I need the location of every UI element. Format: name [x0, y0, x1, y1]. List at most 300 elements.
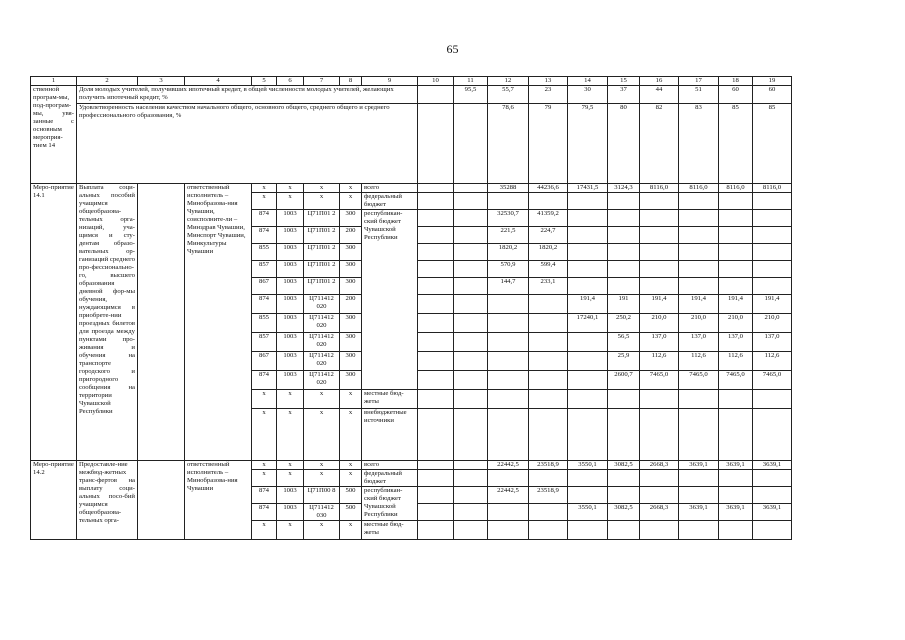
value-cell	[418, 210, 454, 227]
target-cell	[418, 86, 454, 104]
value-cell	[679, 521, 719, 540]
value-cell: 210,0	[640, 314, 679, 333]
target-value: 60	[753, 86, 792, 104]
value-cell	[608, 487, 640, 504]
cell-grbs: x	[252, 470, 277, 487]
value-cell	[753, 261, 792, 278]
value-cell	[488, 470, 529, 487]
header-cell: 16	[640, 77, 679, 86]
value-cell	[488, 504, 529, 521]
value-cell: 23518,9	[529, 487, 568, 504]
value-cell: 3639,1	[753, 504, 792, 521]
value-cell	[679, 409, 719, 461]
target-row	[31, 86, 792, 104]
value-cell	[608, 521, 640, 540]
value-cell	[418, 521, 454, 540]
value-cell	[719, 521, 753, 540]
value-cell	[454, 261, 488, 278]
value-cell	[753, 409, 792, 461]
cell-csr: Ц71П01 2	[304, 244, 340, 261]
cell-vr: 300	[340, 333, 362, 352]
value-cell	[488, 295, 529, 314]
value-cell	[418, 333, 454, 352]
target-value: 37	[608, 86, 640, 104]
source-cell: всего	[362, 461, 418, 470]
data-row	[31, 461, 792, 470]
cell-rzpr: 1003	[277, 278, 304, 295]
cell-vr: 300	[340, 210, 362, 227]
cell-vr: 200	[340, 295, 362, 314]
value-cell	[454, 504, 488, 521]
value-cell	[529, 333, 568, 352]
cell-rzpr: 1003	[277, 295, 304, 314]
value-cell: 56,5	[608, 333, 640, 352]
value-cell: 210,0	[679, 314, 719, 333]
cell-csr: Ц711412 020	[304, 371, 340, 390]
cell-grbs: x	[252, 193, 277, 210]
target-value: 85	[719, 104, 753, 184]
value-cell: 144,7	[488, 278, 529, 295]
value-cell: 22442,5	[488, 487, 529, 504]
value-cell: 191,4	[753, 295, 792, 314]
value-cell	[454, 184, 488, 193]
value-cell	[529, 371, 568, 390]
value-cell	[454, 210, 488, 227]
value-cell	[608, 409, 640, 461]
value-cell	[454, 295, 488, 314]
value-cell: 25,9	[608, 352, 640, 371]
source-cell: федеральный бюджет	[362, 470, 418, 487]
header-cell: 14	[568, 77, 608, 86]
program-table	[30, 76, 792, 540]
target-cell	[418, 104, 454, 184]
value-cell	[488, 333, 529, 352]
target-value: 23	[529, 86, 568, 104]
value-cell: 3639,1	[679, 504, 719, 521]
value-cell: 112,6	[679, 352, 719, 371]
target-value: 82	[640, 104, 679, 184]
value-cell	[608, 470, 640, 487]
value-cell	[608, 278, 640, 295]
value-cell: 191,4	[719, 295, 753, 314]
value-cell: 8116,0	[753, 184, 792, 193]
cell-rzpr: x	[277, 470, 304, 487]
target-value: 95,5	[454, 86, 488, 104]
cell-csr: Ц711412 020	[304, 295, 340, 314]
value-cell	[608, 390, 640, 409]
target-value: 60	[719, 86, 753, 104]
value-cell	[719, 193, 753, 210]
cell-csr: x	[304, 470, 340, 487]
cell-grbs: 855	[252, 314, 277, 333]
cell-grbs: x	[252, 184, 277, 193]
value-cell: 3082,5	[608, 461, 640, 470]
cell-csr: Ц711412 020	[304, 314, 340, 333]
cell-rzpr: 1003	[277, 352, 304, 371]
cell-vr: x	[340, 461, 362, 470]
header-cell: 9	[362, 77, 418, 86]
value-cell	[753, 193, 792, 210]
measure-empty	[138, 184, 185, 461]
cell-grbs: 874	[252, 371, 277, 390]
value-cell: 7465,0	[719, 371, 753, 390]
target-value: 79	[529, 104, 568, 184]
header-cell: 1	[31, 77, 77, 86]
cell-grbs: 874	[252, 504, 277, 521]
value-cell	[608, 193, 640, 210]
value-cell	[640, 193, 679, 210]
value-cell	[640, 244, 679, 261]
value-cell	[679, 278, 719, 295]
cell-vr: 300	[340, 261, 362, 278]
cell-grbs: 857	[252, 333, 277, 352]
value-cell	[418, 504, 454, 521]
cell-rzpr: 1003	[277, 487, 304, 504]
value-cell	[418, 184, 454, 193]
target-value: 83	[679, 104, 719, 184]
value-cell	[529, 314, 568, 333]
measure-resp: ответственный исполнитель – Минобразова-ния Чувашии	[185, 461, 252, 540]
value-cell	[418, 390, 454, 409]
value-cell: 210,0	[753, 314, 792, 333]
cell-csr: x	[304, 184, 340, 193]
cell-vr: 300	[340, 244, 362, 261]
value-cell	[529, 470, 568, 487]
value-cell	[719, 470, 753, 487]
value-cell	[719, 278, 753, 295]
value-cell	[753, 210, 792, 227]
value-cell	[454, 244, 488, 261]
value-cell: 8116,0	[679, 184, 719, 193]
value-cell: 137,0	[679, 333, 719, 352]
cell-rzpr: 1003	[277, 504, 304, 521]
value-cell	[418, 278, 454, 295]
value-cell	[679, 390, 719, 409]
cell-rzpr: 1003	[277, 333, 304, 352]
value-cell: 1820,2	[529, 244, 568, 261]
value-cell	[640, 227, 679, 244]
cell-csr: Ц71П01 2	[304, 227, 340, 244]
value-cell: 210,0	[719, 314, 753, 333]
value-cell	[679, 227, 719, 244]
cell-rzpr: x	[277, 409, 304, 461]
header-cell: 13	[529, 77, 568, 86]
value-cell	[568, 487, 608, 504]
value-cell	[719, 244, 753, 261]
source-cell: местные бюд-жеты	[362, 390, 418, 409]
value-cell: 112,6	[719, 352, 753, 371]
cell-vr: 500	[340, 487, 362, 504]
value-cell	[488, 521, 529, 540]
value-cell	[608, 227, 640, 244]
value-cell	[753, 487, 792, 504]
value-cell: 224,7	[529, 227, 568, 244]
cell-csr: Ц71П01 2	[304, 261, 340, 278]
cell-grbs: x	[252, 461, 277, 470]
cell-rzpr: x	[277, 390, 304, 409]
value-cell	[640, 409, 679, 461]
value-cell	[640, 261, 679, 278]
page-number: 65	[446, 42, 459, 56]
cell-rzpr: 1003	[277, 210, 304, 227]
cell-grbs: 874	[252, 487, 277, 504]
header-cell: 12	[488, 77, 529, 86]
value-cell: 3639,1	[719, 461, 753, 470]
value-cell: 3639,1	[679, 461, 719, 470]
value-cell	[568, 210, 608, 227]
cell-vr: 500	[340, 504, 362, 521]
target-value: 30	[568, 86, 608, 104]
value-cell: 191	[608, 295, 640, 314]
header-cell: 4	[185, 77, 252, 86]
cell-csr: x	[304, 193, 340, 210]
target-value: 80	[608, 104, 640, 184]
cell-csr: Ц711412 020	[304, 333, 340, 352]
value-cell	[488, 390, 529, 409]
value-cell: 17431,5	[568, 184, 608, 193]
value-cell	[679, 210, 719, 227]
value-cell	[454, 278, 488, 295]
value-cell	[529, 521, 568, 540]
header-cell: 11	[454, 77, 488, 86]
value-cell: 44236,6	[529, 184, 568, 193]
value-cell	[568, 371, 608, 390]
value-cell	[418, 314, 454, 333]
source-cell: федеральный бюджет	[362, 193, 418, 210]
value-cell	[568, 278, 608, 295]
value-cell	[418, 261, 454, 278]
cell-rzpr: x	[277, 184, 304, 193]
value-cell	[418, 352, 454, 371]
data-row	[31, 184, 792, 193]
cell-grbs: x	[252, 390, 277, 409]
cell-csr: x	[304, 390, 340, 409]
value-cell	[640, 470, 679, 487]
target-text: Удовлетворенность населения качеством начального общего, основного общего, среднего общего и среднего профессионального образования, %	[77, 104, 418, 184]
cell-vr: 300	[340, 371, 362, 390]
value-cell	[488, 409, 529, 461]
target-value: 79,5	[568, 104, 608, 184]
cell-grbs: 855	[252, 244, 277, 261]
value-cell: 250,2	[608, 314, 640, 333]
value-cell	[529, 193, 568, 210]
value-cell	[529, 295, 568, 314]
target-value: 78,6	[488, 104, 529, 184]
cell-grbs: 867	[252, 352, 277, 371]
value-cell	[568, 333, 608, 352]
value-cell: 112,6	[753, 352, 792, 371]
value-cell: 22442,5	[488, 461, 529, 470]
cell-vr: 300	[340, 278, 362, 295]
value-cell: 2668,3	[640, 461, 679, 470]
value-cell: 2600,7	[608, 371, 640, 390]
cell-vr: 300	[340, 314, 362, 333]
value-cell	[454, 193, 488, 210]
cell-grbs: 874	[252, 210, 277, 227]
value-cell	[454, 314, 488, 333]
header-cell: 17	[679, 77, 719, 86]
value-cell: 3550,1	[568, 504, 608, 521]
value-cell	[418, 244, 454, 261]
value-cell	[529, 390, 568, 409]
target-value: 44	[640, 86, 679, 104]
value-cell	[753, 278, 792, 295]
value-cell	[719, 210, 753, 227]
target-value: 51	[679, 86, 719, 104]
value-cell	[753, 390, 792, 409]
value-cell	[418, 487, 454, 504]
value-cell	[454, 390, 488, 409]
value-cell: 32530,7	[488, 210, 529, 227]
source-cell: республикан-ский бюджет Чувашской Республики	[362, 487, 418, 521]
value-cell	[454, 521, 488, 540]
value-cell	[418, 409, 454, 461]
target-cell	[454, 104, 488, 184]
value-cell	[608, 261, 640, 278]
value-cell	[568, 470, 608, 487]
value-cell	[719, 261, 753, 278]
value-cell	[719, 227, 753, 244]
target-text: Доля молодых учителей, получивших ипотечный кредит, в общей численности молодых учителей, желающих получить ипотечный кредит, %	[77, 86, 418, 104]
header-cell: 19	[753, 77, 792, 86]
value-cell: 3082,5	[608, 504, 640, 521]
target-value: 85	[753, 104, 792, 184]
cell-grbs: 874	[252, 227, 277, 244]
header-cell: 5	[252, 77, 277, 86]
value-cell: 1820,2	[488, 244, 529, 261]
value-cell: 599,4	[529, 261, 568, 278]
value-cell: 3639,1	[753, 461, 792, 470]
value-cell	[454, 333, 488, 352]
cell-csr: Ц71П01 2	[304, 278, 340, 295]
cell-vr: x	[340, 390, 362, 409]
value-cell	[608, 244, 640, 261]
value-cell	[608, 210, 640, 227]
cell-rzpr: x	[277, 461, 304, 470]
value-cell: 137,0	[719, 333, 753, 352]
header-cell: 8	[340, 77, 362, 86]
cell-csr: x	[304, 461, 340, 470]
value-cell	[454, 227, 488, 244]
value-cell: 35288	[488, 184, 529, 193]
value-cell	[753, 521, 792, 540]
value-cell	[488, 352, 529, 371]
value-cell	[568, 244, 608, 261]
value-cell	[454, 470, 488, 487]
value-cell	[679, 470, 719, 487]
cell-grbs: 867	[252, 278, 277, 295]
value-cell	[719, 487, 753, 504]
cell-vr: 300	[340, 352, 362, 371]
value-cell: 17240,1	[568, 314, 608, 333]
block-label: ственной програм-мы, под-програм-мы, увя-занные с основным мероприя-тием 14	[31, 86, 77, 184]
cell-vr: x	[340, 184, 362, 193]
value-cell	[454, 487, 488, 504]
measure-name: Меро-приятие 14.2	[31, 461, 77, 540]
source-cell: внебюджетные источники	[362, 409, 418, 461]
measure-empty	[138, 461, 185, 540]
value-cell: 41359,2	[529, 210, 568, 227]
measure-name: Меро-приятие 14.1	[31, 184, 77, 461]
value-cell	[529, 352, 568, 371]
value-cell	[640, 278, 679, 295]
cell-csr: Ц711412 030	[304, 504, 340, 521]
source-cell: местные бюд-жеты	[362, 521, 418, 540]
value-cell	[753, 244, 792, 261]
cell-rzpr: x	[277, 521, 304, 540]
value-cell: 8116,0	[640, 184, 679, 193]
value-cell	[488, 314, 529, 333]
value-cell	[568, 390, 608, 409]
value-cell	[640, 390, 679, 409]
value-cell: 112,6	[640, 352, 679, 371]
cell-rzpr: 1003	[277, 261, 304, 278]
cell-vr: x	[340, 470, 362, 487]
cell-vr: x	[340, 193, 362, 210]
cell-grbs: x	[252, 521, 277, 540]
cell-csr: Ц711412 020	[304, 352, 340, 371]
value-cell	[418, 371, 454, 390]
value-cell: 191,4	[568, 295, 608, 314]
target-value: 55,7	[488, 86, 529, 104]
header-cell: 3	[138, 77, 185, 86]
cell-vr: x	[340, 409, 362, 461]
value-cell: 7465,0	[679, 371, 719, 390]
value-cell	[568, 227, 608, 244]
value-cell	[753, 470, 792, 487]
value-cell: 8116,0	[719, 184, 753, 193]
cell-grbs: 874	[252, 295, 277, 314]
value-cell	[640, 521, 679, 540]
value-cell	[719, 409, 753, 461]
cell-vr: 200	[340, 227, 362, 244]
source-cell: республикан-ский бюджет Чувашской Республики	[362, 210, 418, 390]
value-cell: 2668,3	[640, 504, 679, 521]
value-cell	[529, 504, 568, 521]
cell-grbs: x	[252, 409, 277, 461]
value-cell: 7465,0	[640, 371, 679, 390]
value-cell: 3124,3	[608, 184, 640, 193]
cell-rzpr: 1003	[277, 371, 304, 390]
cell-rzpr: x	[277, 193, 304, 210]
value-cell	[454, 371, 488, 390]
value-cell	[679, 193, 719, 210]
value-cell	[454, 461, 488, 470]
value-cell	[488, 193, 529, 210]
value-cell	[679, 487, 719, 504]
header-cell: 7	[304, 77, 340, 86]
cell-csr: x	[304, 409, 340, 461]
value-cell	[454, 352, 488, 371]
value-cell	[454, 409, 488, 461]
cell-csr: Ц71П01 2	[304, 210, 340, 227]
value-cell	[418, 470, 454, 487]
value-cell	[679, 261, 719, 278]
value-cell	[529, 409, 568, 461]
value-cell	[418, 295, 454, 314]
value-cell: 221,5	[488, 227, 529, 244]
value-cell: 137,0	[753, 333, 792, 352]
measure-desc: Выплата соци-альных пособий учащимся общеобразова-тельных орга-низаций, уча-щимся и сту-дентам образо-вательных ор-ганизаций среднего про-фессионально-го, высшего образования дневной фор-мы обучения, нуждающимся в приобрете-нии проездных билетов для проезда между пунктами про-живания и обучения на транспорте городского и пригородного сообщения на территории Чувашской Республики	[77, 184, 138, 461]
measure-desc: Предоставле-ние межбюд-жетных транс-фертов на выплату соци-альных посо-бий учащимся общеобразова-тельных орга-	[77, 461, 138, 540]
value-cell: 137,0	[640, 333, 679, 352]
cell-csr: x	[304, 521, 340, 540]
value-cell	[679, 244, 719, 261]
measure-resp: ответственный исполнитель – Минобразова-ния Чувашии, соисполните-ли – Минздрав Чувашии, Минспорт Чувашии, Минкультуры Чувашии	[185, 184, 252, 461]
value-cell	[640, 210, 679, 227]
header-cell: 18	[719, 77, 753, 86]
value-cell	[719, 390, 753, 409]
